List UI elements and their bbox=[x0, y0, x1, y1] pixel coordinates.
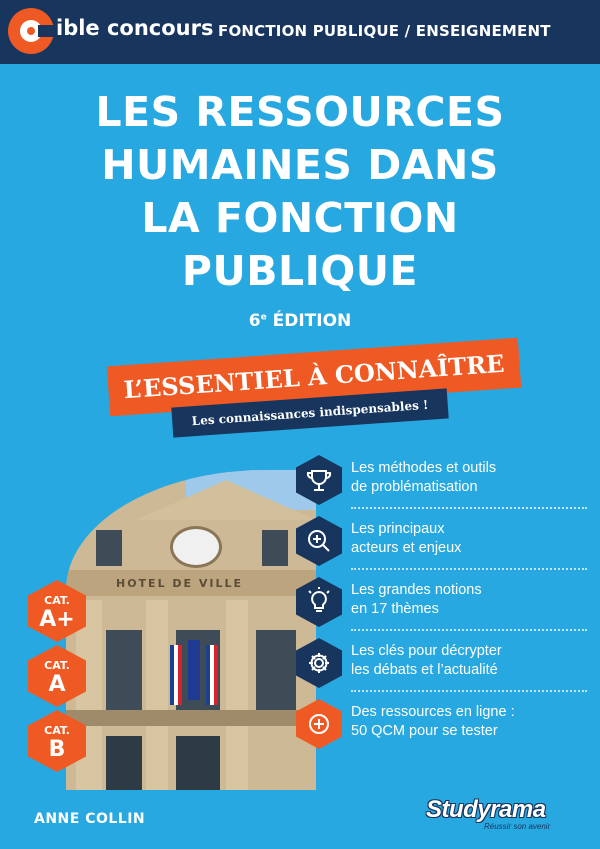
divider bbox=[351, 507, 587, 509]
title-line: LA FONCTION bbox=[141, 194, 459, 242]
cible-logo-icon bbox=[8, 8, 54, 54]
author-name: ANNE COLLIN bbox=[34, 811, 146, 827]
series-brand: ible concours bbox=[56, 16, 214, 40]
ribbon-text: Les connaissances indispensables ! bbox=[191, 397, 429, 429]
magnifier-plus-icon bbox=[296, 516, 342, 566]
divider bbox=[351, 690, 587, 692]
feature-line: acteurs et enjeux bbox=[351, 540, 462, 556]
banner-text: L’ESSENTIEL À CONNAÎTRE bbox=[122, 348, 506, 405]
building-sign: HOTEL DE VILLE bbox=[116, 577, 244, 590]
french-flag-icon bbox=[206, 645, 218, 705]
category-value: B bbox=[48, 737, 66, 762]
category-badge bbox=[28, 710, 86, 772]
series-subtitle: FONCTION PUBLIQUE / ENSEIGNEMENT bbox=[218, 22, 551, 40]
feature-line: Les clés pour décrypter bbox=[351, 643, 502, 659]
category-value: A+ bbox=[39, 607, 75, 632]
clock-icon bbox=[170, 526, 222, 568]
eu-flag-icon bbox=[188, 640, 200, 700]
title-line: HUMAINES DANS bbox=[101, 141, 499, 189]
feature-line: en 17 thèmes bbox=[351, 601, 439, 617]
feature-line: Les méthodes et outils bbox=[351, 460, 497, 476]
divider bbox=[351, 629, 587, 631]
publisher-logo bbox=[426, 796, 572, 831]
edition-word: ÉDITION bbox=[266, 311, 352, 331]
feature-item bbox=[296, 455, 596, 511]
feature-line: de problématisation bbox=[351, 479, 478, 495]
feature-line: Les principaux bbox=[351, 521, 445, 537]
hotel-de-ville-photo bbox=[66, 470, 316, 790]
feature-line: 50 QCM pour se tester bbox=[351, 723, 498, 739]
category-badge bbox=[28, 645, 86, 707]
feature-line: Les grandes notions bbox=[351, 582, 482, 598]
edition-label bbox=[0, 311, 600, 331]
feature-item bbox=[296, 577, 596, 633]
title-line: LES RESSOURCES bbox=[95, 88, 505, 136]
feature-line: Des ressources en ligne : bbox=[351, 704, 515, 720]
french-flag-icon bbox=[170, 645, 182, 705]
book-title bbox=[0, 86, 600, 298]
category-value: A bbox=[48, 672, 66, 697]
feature-item bbox=[296, 516, 596, 572]
title-line: PUBLIQUE bbox=[181, 247, 419, 295]
publisher-name: Studyrama bbox=[426, 796, 546, 823]
divider bbox=[351, 568, 587, 570]
lightbulb-icon bbox=[296, 577, 342, 627]
publisher-tagline: Réussir son avenir bbox=[484, 822, 551, 831]
feature-line: les débats et l’actualité bbox=[351, 662, 498, 678]
category-badge bbox=[28, 580, 86, 642]
trophy-icon bbox=[296, 455, 342, 505]
category-label: CAT. bbox=[44, 659, 70, 672]
plus-circle-icon bbox=[296, 699, 342, 749]
category-label: CAT. bbox=[44, 724, 70, 737]
edition-number: 6 bbox=[248, 311, 261, 331]
edition-sup: e bbox=[260, 312, 267, 323]
category-label: CAT. bbox=[44, 594, 70, 607]
gear-icon bbox=[296, 638, 342, 688]
series-header bbox=[0, 0, 600, 64]
feature-item bbox=[296, 638, 596, 694]
feature-item bbox=[296, 699, 596, 755]
